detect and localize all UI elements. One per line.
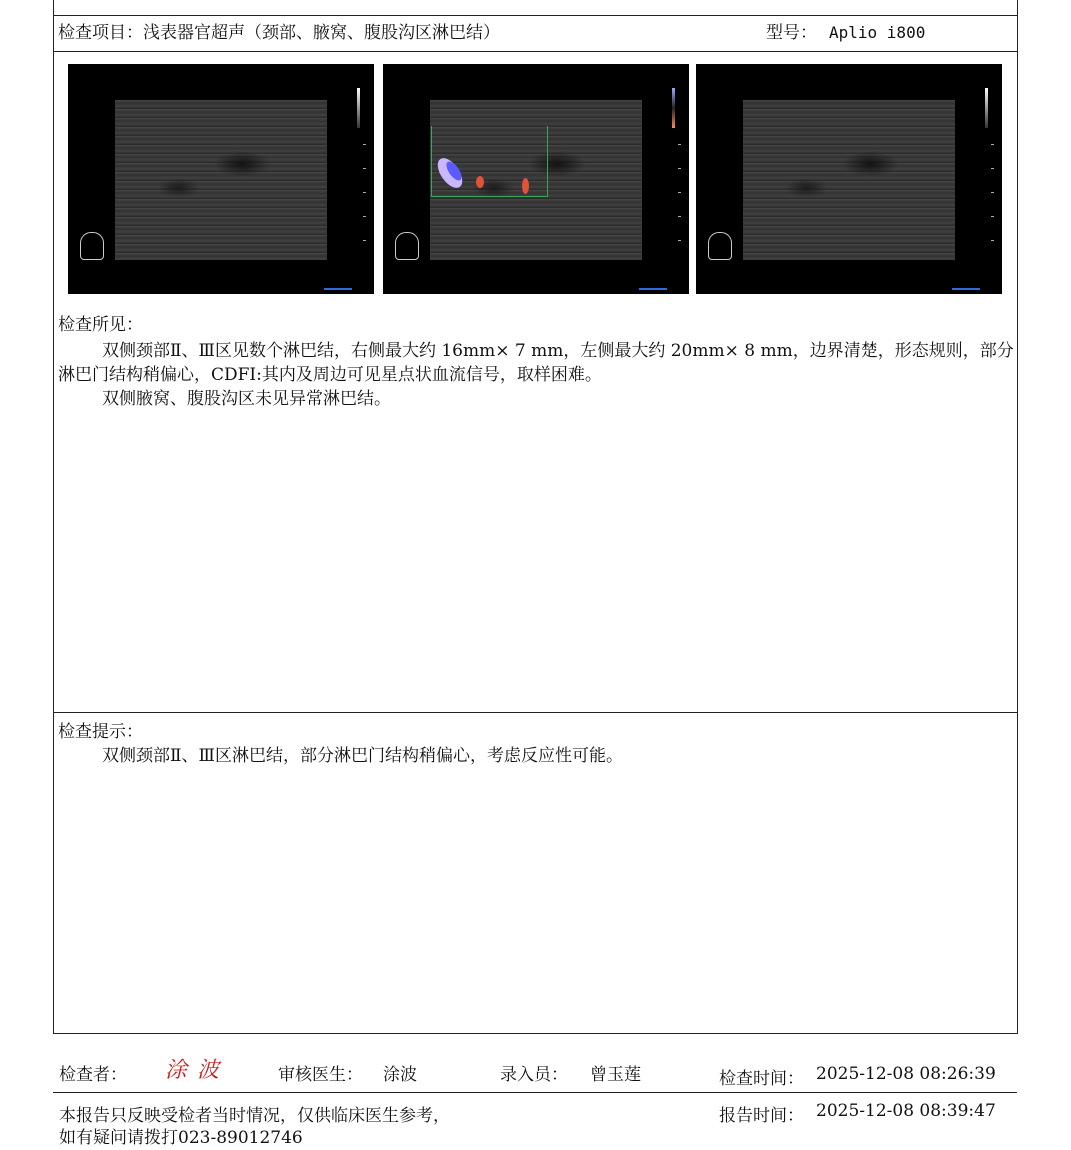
reviewer-name: 涂波 [383,1065,417,1085]
findings-title: 检查所见： [58,315,143,335]
probe-position-icon [708,232,732,260]
examiner-label: 检查者： [59,1065,127,1085]
disclaimer-text: 本报告只反映受检者当时情况，仅供临床医生参考， [59,1106,450,1126]
impression-title: 检查提示： [58,722,143,742]
footer-divider [53,1092,1017,1093]
probe-position-icon [395,232,419,260]
exam-item-row [54,15,1017,52]
impression-paragraph: 双侧颈部Ⅱ、Ⅲ区淋巴结，部分淋巴门结构稍偏心，考虑反应性可能。 [102,746,623,766]
model-label: 型号： [766,23,817,43]
contact-text: 如有疑问请拨打023-89012746 [59,1128,303,1148]
report-time: 2025-12-08 08:39:47 [816,1101,996,1121]
ultrasound-image-1 [68,64,374,294]
reviewer-label: 审核医生： [278,1065,363,1085]
ultrasound-image-3 [696,64,1002,294]
section-divider [54,712,1017,713]
ultrasound-image-strip [68,64,1004,295]
findings-paragraph-1: 双侧颈部Ⅱ、Ⅲ区见数个淋巴结，右侧最大约 16mm× 7 mm，左侧最大约 20mm× 8 mm，边界清楚，形态规则，部分淋巴门结构稍偏心，CDFI:其内及周边可见星点状血流信号，取样困难。 [58,341,1014,385]
report-time-label: 报告时间： [719,1106,804,1126]
probe-position-icon [80,232,104,260]
cut-off-header-row [54,0,1017,16]
report-frame [53,0,1018,1034]
findings-paragraph-2: 双侧腋窝、腹股沟区未见异常淋巴结。 [102,389,391,409]
recorder-label: 录入员： [500,1065,568,1085]
exam-time: 2025-12-08 08:26:39 [816,1064,996,1084]
recorder-name: 曾玉莲 [590,1065,641,1085]
exam-item-label: 检查项目：浅表器官超声（颈部、腋窝、腹股沟区淋巴结） [58,23,500,43]
exam-time-label: 检查时间： [719,1069,804,1089]
model-value: Aplio i800 [829,23,926,42]
ultrasound-image-2 [383,64,689,294]
examiner-signature: 涂波 [165,1058,230,1083]
